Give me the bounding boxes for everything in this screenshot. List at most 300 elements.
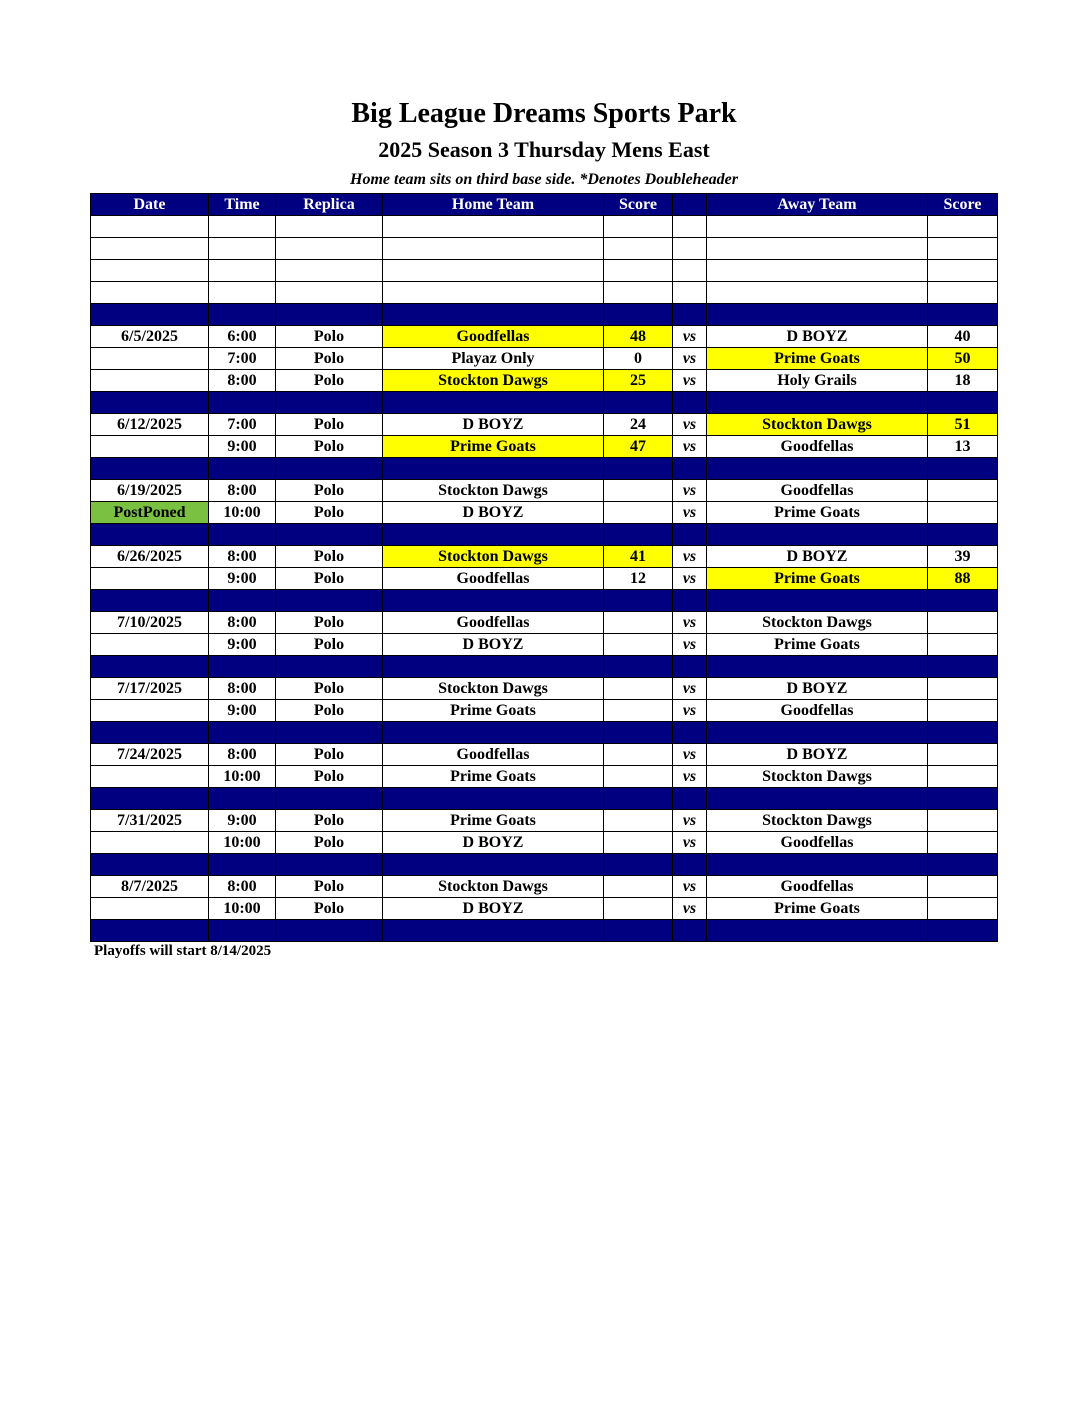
away-score-cell — [928, 832, 998, 854]
away-score-cell: 39 — [928, 546, 998, 568]
home-team-cell: D BOYZ — [383, 502, 604, 524]
time-cell: 8:00 — [209, 612, 276, 634]
home-score-cell — [604, 876, 673, 898]
away-score-cell: 18 — [928, 370, 998, 392]
separator-cell — [209, 392, 276, 414]
time-cell: 8:00 — [209, 370, 276, 392]
separator-cell — [604, 458, 673, 480]
away-team-cell: D BOYZ — [707, 546, 928, 568]
away-score-cell: 50 — [928, 348, 998, 370]
separator-row — [91, 722, 998, 744]
game-row — [91, 678, 998, 700]
separator-row — [91, 304, 998, 326]
vs-cell: vs — [673, 744, 707, 766]
separator-cell — [673, 590, 707, 612]
replica-cell: Polo — [276, 898, 383, 920]
away-score-cell — [928, 876, 998, 898]
separator-cell — [91, 788, 209, 810]
game-row — [91, 370, 998, 392]
date-cell: 6/12/2025 — [91, 414, 209, 436]
away-team-cell: Prime Goats — [707, 568, 928, 590]
vs-cell: vs — [673, 832, 707, 854]
separator-cell — [276, 524, 383, 546]
empty-cell — [928, 216, 998, 238]
vs-cell: vs — [673, 876, 707, 898]
time-cell: 10:00 — [209, 766, 276, 788]
game-row — [91, 502, 998, 524]
away-team-cell: Goodfellas — [707, 832, 928, 854]
home-team-cell: Stockton Dawgs — [383, 876, 604, 898]
separator-cell — [707, 524, 928, 546]
away-team-cell: Stockton Dawgs — [707, 414, 928, 436]
separator-cell — [383, 304, 604, 326]
empty-cell — [604, 238, 673, 260]
col-header-time: Time — [209, 194, 276, 216]
replica-cell: Polo — [276, 436, 383, 458]
empty-row — [91, 216, 998, 238]
vs-cell: vs — [673, 678, 707, 700]
replica-cell: Polo — [276, 766, 383, 788]
away-team-cell: Prime Goats — [707, 348, 928, 370]
empty-cell — [209, 260, 276, 282]
separator-cell — [383, 920, 604, 942]
time-cell: 9:00 — [209, 436, 276, 458]
vs-cell: vs — [673, 502, 707, 524]
replica-cell: Polo — [276, 546, 383, 568]
separator-cell — [383, 392, 604, 414]
vs-cell: vs — [673, 326, 707, 348]
empty-cell — [91, 282, 209, 304]
separator-cell — [383, 458, 604, 480]
separator-cell — [707, 920, 928, 942]
postponed-badge: PostPoned — [91, 502, 209, 524]
away-score-cell — [928, 744, 998, 766]
separator-cell — [707, 458, 928, 480]
home-score-cell — [604, 634, 673, 656]
date-cell — [91, 898, 209, 920]
away-score-cell: 40 — [928, 326, 998, 348]
home-score-cell — [604, 744, 673, 766]
separator-cell — [91, 458, 209, 480]
home-team-cell: Goodfellas — [383, 568, 604, 590]
away-score-cell — [928, 480, 998, 502]
game-row — [91, 898, 998, 920]
home-team-cell: D BOYZ — [383, 634, 604, 656]
vs-cell: vs — [673, 480, 707, 502]
game-row — [91, 810, 998, 832]
empty-cell — [707, 216, 928, 238]
separator-cell — [928, 458, 998, 480]
away-team-cell: Stockton Dawgs — [707, 810, 928, 832]
away-team-cell: Stockton Dawgs — [707, 612, 928, 634]
separator-cell — [707, 590, 928, 612]
empty-cell — [673, 216, 707, 238]
separator-cell — [91, 656, 209, 678]
date-cell: 7/24/2025 — [91, 744, 209, 766]
away-team-cell: Stockton Dawgs — [707, 766, 928, 788]
vs-cell: vs — [673, 612, 707, 634]
away-team-cell: Prime Goats — [707, 898, 928, 920]
vs-cell: vs — [673, 546, 707, 568]
separator-cell — [276, 788, 383, 810]
date-cell — [91, 436, 209, 458]
separator-cell — [209, 590, 276, 612]
date-cell — [91, 832, 209, 854]
time-cell: 7:00 — [209, 414, 276, 436]
home-score-cell: 25 — [604, 370, 673, 392]
vs-cell: vs — [673, 810, 707, 832]
replica-cell: Polo — [276, 744, 383, 766]
date-cell: 6/26/2025 — [91, 546, 209, 568]
time-cell: 9:00 — [209, 568, 276, 590]
away-score-cell — [928, 898, 998, 920]
replica-cell: Polo — [276, 414, 383, 436]
separator-cell — [604, 392, 673, 414]
date-cell: 6/19/2025 — [91, 480, 209, 502]
separator-cell — [209, 788, 276, 810]
separator-cell — [209, 920, 276, 942]
date-cell: 7/31/2025 — [91, 810, 209, 832]
home-team-cell: Prime Goats — [383, 436, 604, 458]
replica-cell: Polo — [276, 612, 383, 634]
time-cell: 8:00 — [209, 744, 276, 766]
col-header-home-team: Home Team — [383, 194, 604, 216]
date-cell: 6/5/2025 — [91, 326, 209, 348]
separator-cell — [604, 788, 673, 810]
replica-cell: Polo — [276, 348, 383, 370]
separator-cell — [91, 920, 209, 942]
empty-row — [91, 238, 998, 260]
replica-cell: Polo — [276, 326, 383, 348]
away-score-cell: 88 — [928, 568, 998, 590]
date-cell: 7/10/2025 — [91, 612, 209, 634]
vs-cell: vs — [673, 348, 707, 370]
separator-cell — [209, 722, 276, 744]
empty-row — [91, 282, 998, 304]
empty-cell — [276, 238, 383, 260]
vs-cell: vs — [673, 436, 707, 458]
away-score-cell — [928, 502, 998, 524]
separator-cell — [928, 656, 998, 678]
separator-cell — [707, 722, 928, 744]
time-cell: 7:00 — [209, 348, 276, 370]
separator-cell — [276, 920, 383, 942]
empty-cell — [673, 282, 707, 304]
home-score-cell: 24 — [604, 414, 673, 436]
home-score-cell: 0 — [604, 348, 673, 370]
separator-cell — [383, 854, 604, 876]
home-team-cell: Goodfellas — [383, 744, 604, 766]
time-cell: 6:00 — [209, 326, 276, 348]
away-score-cell — [928, 612, 998, 634]
away-team-cell: D BOYZ — [707, 744, 928, 766]
separator-cell — [707, 788, 928, 810]
home-score-cell: 41 — [604, 546, 673, 568]
separator-cell — [928, 590, 998, 612]
away-score-cell — [928, 700, 998, 722]
playoffs-note: Playoffs will start 8/14/2025 — [94, 943, 272, 959]
home-team-cell: Stockton Dawgs — [383, 480, 604, 502]
separator-cell — [276, 590, 383, 612]
home-score-cell — [604, 700, 673, 722]
home-score-cell — [604, 612, 673, 634]
separator-cell — [673, 304, 707, 326]
home-score-cell — [604, 678, 673, 700]
separator-cell — [276, 722, 383, 744]
separator-row — [91, 920, 998, 942]
separator-cell — [209, 524, 276, 546]
page-subtitle: 2025 Season 3 Thursday Mens East — [378, 137, 710, 162]
away-team-cell: Holy Grails — [707, 370, 928, 392]
home-score-cell — [604, 480, 673, 502]
col-header-away-score: Score — [928, 194, 998, 216]
replica-cell: Polo — [276, 568, 383, 590]
empty-cell — [928, 238, 998, 260]
home-score-cell — [604, 898, 673, 920]
home-team-cell: D BOYZ — [383, 414, 604, 436]
replica-cell: Polo — [276, 876, 383, 898]
replica-cell: Polo — [276, 480, 383, 502]
away-team-cell: Goodfellas — [707, 436, 928, 458]
game-row — [91, 326, 998, 348]
time-cell: 8:00 — [209, 480, 276, 502]
separator-cell — [276, 854, 383, 876]
page-title: Big League Dreams Sports Park — [351, 98, 737, 129]
separator-cell — [604, 656, 673, 678]
empty-cell — [91, 238, 209, 260]
empty-cell — [928, 260, 998, 282]
away-team-cell: D BOYZ — [707, 326, 928, 348]
empty-cell — [383, 282, 604, 304]
empty-cell — [383, 260, 604, 282]
game-row — [91, 612, 998, 634]
game-row — [91, 876, 998, 898]
col-header-date: Date — [91, 194, 209, 216]
date-cell: 7/17/2025 — [91, 678, 209, 700]
separator-cell — [928, 722, 998, 744]
vs-cell: vs — [673, 370, 707, 392]
home-team-cell: Stockton Dawgs — [383, 546, 604, 568]
time-cell: 10:00 — [209, 832, 276, 854]
separator-cell — [383, 788, 604, 810]
vs-cell: vs — [673, 634, 707, 656]
vs-cell: vs — [673, 766, 707, 788]
separator-cell — [383, 656, 604, 678]
separator-row — [91, 590, 998, 612]
away-team-cell: D BOYZ — [707, 678, 928, 700]
date-cell: 8/7/2025 — [91, 876, 209, 898]
date-cell — [91, 766, 209, 788]
empty-cell — [707, 260, 928, 282]
vs-cell: vs — [673, 898, 707, 920]
separator-cell — [928, 524, 998, 546]
separator-cell — [707, 304, 928, 326]
separator-cell — [91, 590, 209, 612]
time-cell: 8:00 — [209, 546, 276, 568]
separator-cell — [383, 722, 604, 744]
away-score-cell — [928, 678, 998, 700]
separator-cell — [928, 854, 998, 876]
away-team-cell: Prime Goats — [707, 634, 928, 656]
empty-cell — [928, 282, 998, 304]
separator-row — [91, 458, 998, 480]
empty-cell — [209, 282, 276, 304]
game-row — [91, 634, 998, 656]
separator-cell — [928, 788, 998, 810]
game-row — [91, 414, 998, 436]
home-team-cell: D BOYZ — [383, 898, 604, 920]
home-team-cell: Playaz Only — [383, 348, 604, 370]
empty-cell — [209, 216, 276, 238]
home-team-cell: Stockton Dawgs — [383, 370, 604, 392]
away-score-cell: 51 — [928, 414, 998, 436]
home-team-cell: Prime Goats — [383, 810, 604, 832]
replica-cell: Polo — [276, 832, 383, 854]
empty-cell — [276, 216, 383, 238]
home-team-cell: Goodfellas — [383, 326, 604, 348]
empty-cell — [673, 260, 707, 282]
time-cell: 9:00 — [209, 634, 276, 656]
vs-cell: vs — [673, 568, 707, 590]
home-team-cell: Stockton Dawgs — [383, 678, 604, 700]
empty-cell — [707, 282, 928, 304]
away-score-cell — [928, 634, 998, 656]
replica-cell: Polo — [276, 678, 383, 700]
time-cell: 9:00 — [209, 700, 276, 722]
separator-cell — [604, 524, 673, 546]
away-team-cell: Prime Goats — [707, 502, 928, 524]
separator-cell — [91, 304, 209, 326]
game-row — [91, 568, 998, 590]
separator-cell — [604, 722, 673, 744]
empty-cell — [209, 238, 276, 260]
game-row — [91, 744, 998, 766]
home-score-cell: 48 — [604, 326, 673, 348]
col-header-home-score: Score — [604, 194, 673, 216]
separator-cell — [673, 656, 707, 678]
separator-cell — [209, 458, 276, 480]
away-score-cell — [928, 810, 998, 832]
game-row — [91, 546, 998, 568]
empty-row — [91, 260, 998, 282]
replica-cell: Polo — [276, 810, 383, 832]
empty-cell — [673, 238, 707, 260]
away-score-cell — [928, 766, 998, 788]
empty-cell — [276, 260, 383, 282]
separator-cell — [673, 458, 707, 480]
home-team-cell: Prime Goats — [383, 766, 604, 788]
separator-cell — [673, 788, 707, 810]
separator-cell — [276, 458, 383, 480]
away-team-cell: Goodfellas — [707, 700, 928, 722]
game-row — [91, 766, 998, 788]
separator-cell — [673, 722, 707, 744]
separator-cell — [209, 854, 276, 876]
game-row — [91, 700, 998, 722]
away-team-cell: Goodfellas — [707, 876, 928, 898]
date-cell — [91, 348, 209, 370]
separator-cell — [91, 722, 209, 744]
empty-cell — [383, 238, 604, 260]
replica-cell: Polo — [276, 634, 383, 656]
separator-cell — [707, 392, 928, 414]
home-team-cell: D BOYZ — [383, 832, 604, 854]
separator-cell — [928, 920, 998, 942]
col-header-replica: Replica — [276, 194, 383, 216]
home-score-cell — [604, 810, 673, 832]
schedule-body — [91, 216, 998, 942]
separator-cell — [276, 392, 383, 414]
empty-cell — [91, 260, 209, 282]
separator-cell — [604, 920, 673, 942]
header-row — [91, 194, 998, 216]
time-cell: 9:00 — [209, 810, 276, 832]
separator-cell — [673, 392, 707, 414]
replica-cell: Polo — [276, 370, 383, 392]
vs-cell: vs — [673, 414, 707, 436]
home-score-cell: 47 — [604, 436, 673, 458]
empty-cell — [276, 282, 383, 304]
separator-cell — [383, 524, 604, 546]
separator-row — [91, 854, 998, 876]
separator-cell — [91, 524, 209, 546]
home-team-cell: Prime Goats — [383, 700, 604, 722]
separator-row — [91, 656, 998, 678]
separator-row — [91, 788, 998, 810]
separator-cell — [928, 392, 998, 414]
col-header-away-team: Away Team — [707, 194, 928, 216]
time-cell: 10:00 — [209, 898, 276, 920]
game-row — [91, 480, 998, 502]
separator-cell — [91, 854, 209, 876]
schedule-table — [90, 193, 998, 942]
separator-cell — [91, 392, 209, 414]
separator-row — [91, 392, 998, 414]
separator-cell — [707, 656, 928, 678]
separator-cell — [276, 304, 383, 326]
separator-cell — [604, 304, 673, 326]
separator-cell — [928, 304, 998, 326]
home-score-cell — [604, 766, 673, 788]
empty-cell — [604, 216, 673, 238]
empty-cell — [383, 216, 604, 238]
replica-cell: Polo — [276, 502, 383, 524]
separator-cell — [276, 656, 383, 678]
game-row — [91, 348, 998, 370]
time-cell: 8:00 — [209, 876, 276, 898]
separator-cell — [673, 920, 707, 942]
col-header-vs — [673, 194, 707, 216]
game-row — [91, 436, 998, 458]
separator-row — [91, 524, 998, 546]
time-cell: 10:00 — [209, 502, 276, 524]
date-cell — [91, 568, 209, 590]
empty-cell — [604, 282, 673, 304]
home-score-cell: 12 — [604, 568, 673, 590]
empty-cell — [91, 216, 209, 238]
date-cell — [91, 370, 209, 392]
replica-cell: Polo — [276, 700, 383, 722]
home-team-cell: Goodfellas — [383, 612, 604, 634]
separator-cell — [673, 524, 707, 546]
vs-cell: vs — [673, 700, 707, 722]
separator-cell — [604, 590, 673, 612]
separator-cell — [673, 854, 707, 876]
time-cell: 8:00 — [209, 678, 276, 700]
date-cell — [91, 634, 209, 656]
separator-cell — [209, 304, 276, 326]
empty-cell — [707, 238, 928, 260]
